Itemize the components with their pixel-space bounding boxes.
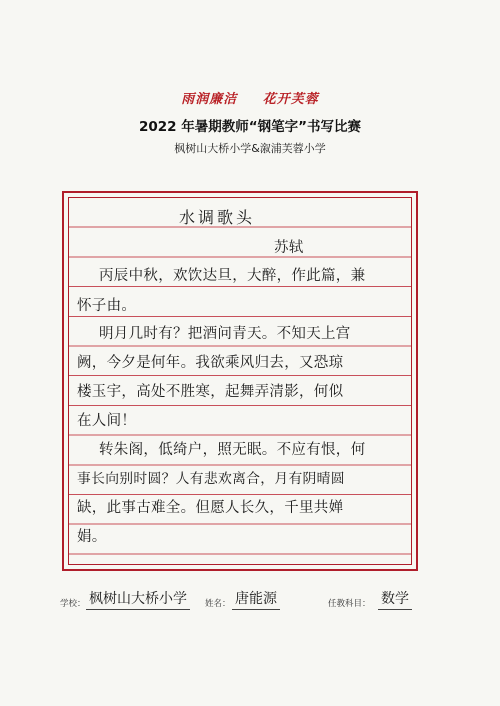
name-value: 唐能源 — [232, 588, 280, 610]
subject-value: 数学 — [378, 588, 412, 610]
signature-row — [60, 588, 440, 614]
motto — [0, 88, 500, 107]
poem-line: 在人间！ — [77, 413, 137, 429]
poem-author: 苏轼 — [274, 240, 304, 256]
poem-line: 娟。 — [77, 529, 107, 545]
ruled-area — [68, 197, 412, 565]
poem-line: 明月几时有？把酒问青天。不知天上宫 — [99, 326, 351, 342]
school-names: 枫树山大桥小学&溆浦芙蓉小学 — [174, 142, 326, 155]
school-label: 学校： — [60, 599, 86, 609]
poem-line: 怀子由。 — [77, 298, 137, 314]
poem-title: 水调歌头 — [179, 208, 256, 227]
poem-line: 丙辰中秋，欢饮达旦，大醉，作此篇，兼 — [99, 268, 366, 284]
poem-line: 转朱阁，低绮户，照无眠。不应有恨，何 — [99, 442, 366, 458]
poem-line: 事长向别时圆？人有悲欢离合，月有阴晴圆 — [77, 471, 345, 487]
poem-line: 楼玉宇，高处不胜寒，起舞弄清影，何似 — [77, 384, 344, 400]
subject-label: 任教科目： — [328, 599, 371, 609]
poem-line: 阙，今夕是何年。我欲乘风归去，又恐琼 — [77, 355, 344, 371]
name-label: 姓名： — [205, 599, 231, 609]
motto-left: 雨润廉洁 — [181, 92, 238, 107]
competition-title: 2022 年暑期教师“钢笔字”书写比赛 — [138, 119, 362, 135]
school-value: 枫树山大桥小学 — [86, 588, 190, 610]
writing-paper — [62, 191, 418, 571]
motto-right: 花开芙蓉 — [262, 92, 319, 107]
poem-line: 缺，此事古难全。但愿人长久，千里共婵 — [77, 500, 344, 516]
